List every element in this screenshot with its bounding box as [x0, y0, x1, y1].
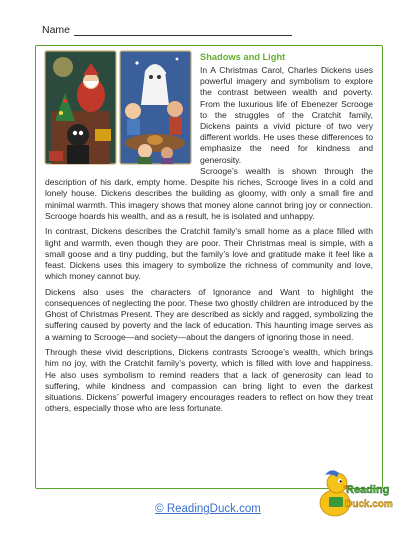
name-label: Name — [42, 24, 71, 36]
article-body — [45, 166, 373, 419]
name-row — [42, 24, 292, 36]
christmas-carol-illustration — [45, 51, 191, 164]
name-blank-line[interactable] — [74, 25, 292, 36]
reading-duck-logo — [315, 463, 393, 525]
paragraph-conclusion: Through these vivid descriptions, Dickens contrasts Scrooge’s wealth, which brings him no joy, with the Cratchit family’s poverty, which is filled with love and happiness. He also uses symbolism to remind readers that a lack of generosity can lead to suffering, while kindness and compassion can bring light to even the darkest situations. Dickens’ powerful imagery encourages readers to reflect on how they treat others, especially those who are less fortunate. — [45, 347, 373, 414]
paragraph-scrooge-wealth: Scrooge’s wealth is shown through the description of his dark, empty home. Despite his riches, Scrooge lives in a cold and lonely house. Dickens describes the building as gloomy, with only a small fire and minimal warmth. This imagery shows that money alone cannot bring joy or connection. Scrooge hoards his wealth, and as a result, he is isolated and unhappy. — [45, 166, 373, 221]
paragraph-ignorance-want: Dickens also uses the characters of Ignorance and Want to highlight the consequences of neglecting the poor. These two ghostly children are introduced by the Ghost of Christmas Present. They are described as sickly and ragged, symbolizing the suffering caused by poverty and the lack of education. This haunting image serves as a warning to Scrooge—and society—about the dangers of ignoring those in need. — [45, 286, 373, 342]
paragraph-cratchit-home: In contrast, Dickens describes the Cratchit family’s small home as a place filled with light and warmth, even though they are poor. Their Christmas meal is simple, with a small goose and a tiny pudding, but the family’s love and gratitude make it feel like a feast. Dickens uses this imagery to symbolize the richness of community and love, which money cannot buy. — [45, 226, 373, 282]
copyright-text[interactable]: © ReadingDuck.com — [155, 503, 261, 515]
logo-word-reading: Reading — [346, 484, 390, 496]
logo-word-duck: Duck.com — [345, 499, 393, 510]
article-title: Shadows and Light — [200, 52, 286, 62]
paragraph-intro: In A Christmas Carol, Charles Dickens uses powerful imagery and symbolism to explore the contrast between wealth and poverty. From the luxurious life of Ebenezer Scrooge to the struggles of the Cratchit family, Dickens paints a vivid picture of two very different worlds. He uses these differences to emphasize the need for kindness and generosity. — [200, 65, 373, 165]
